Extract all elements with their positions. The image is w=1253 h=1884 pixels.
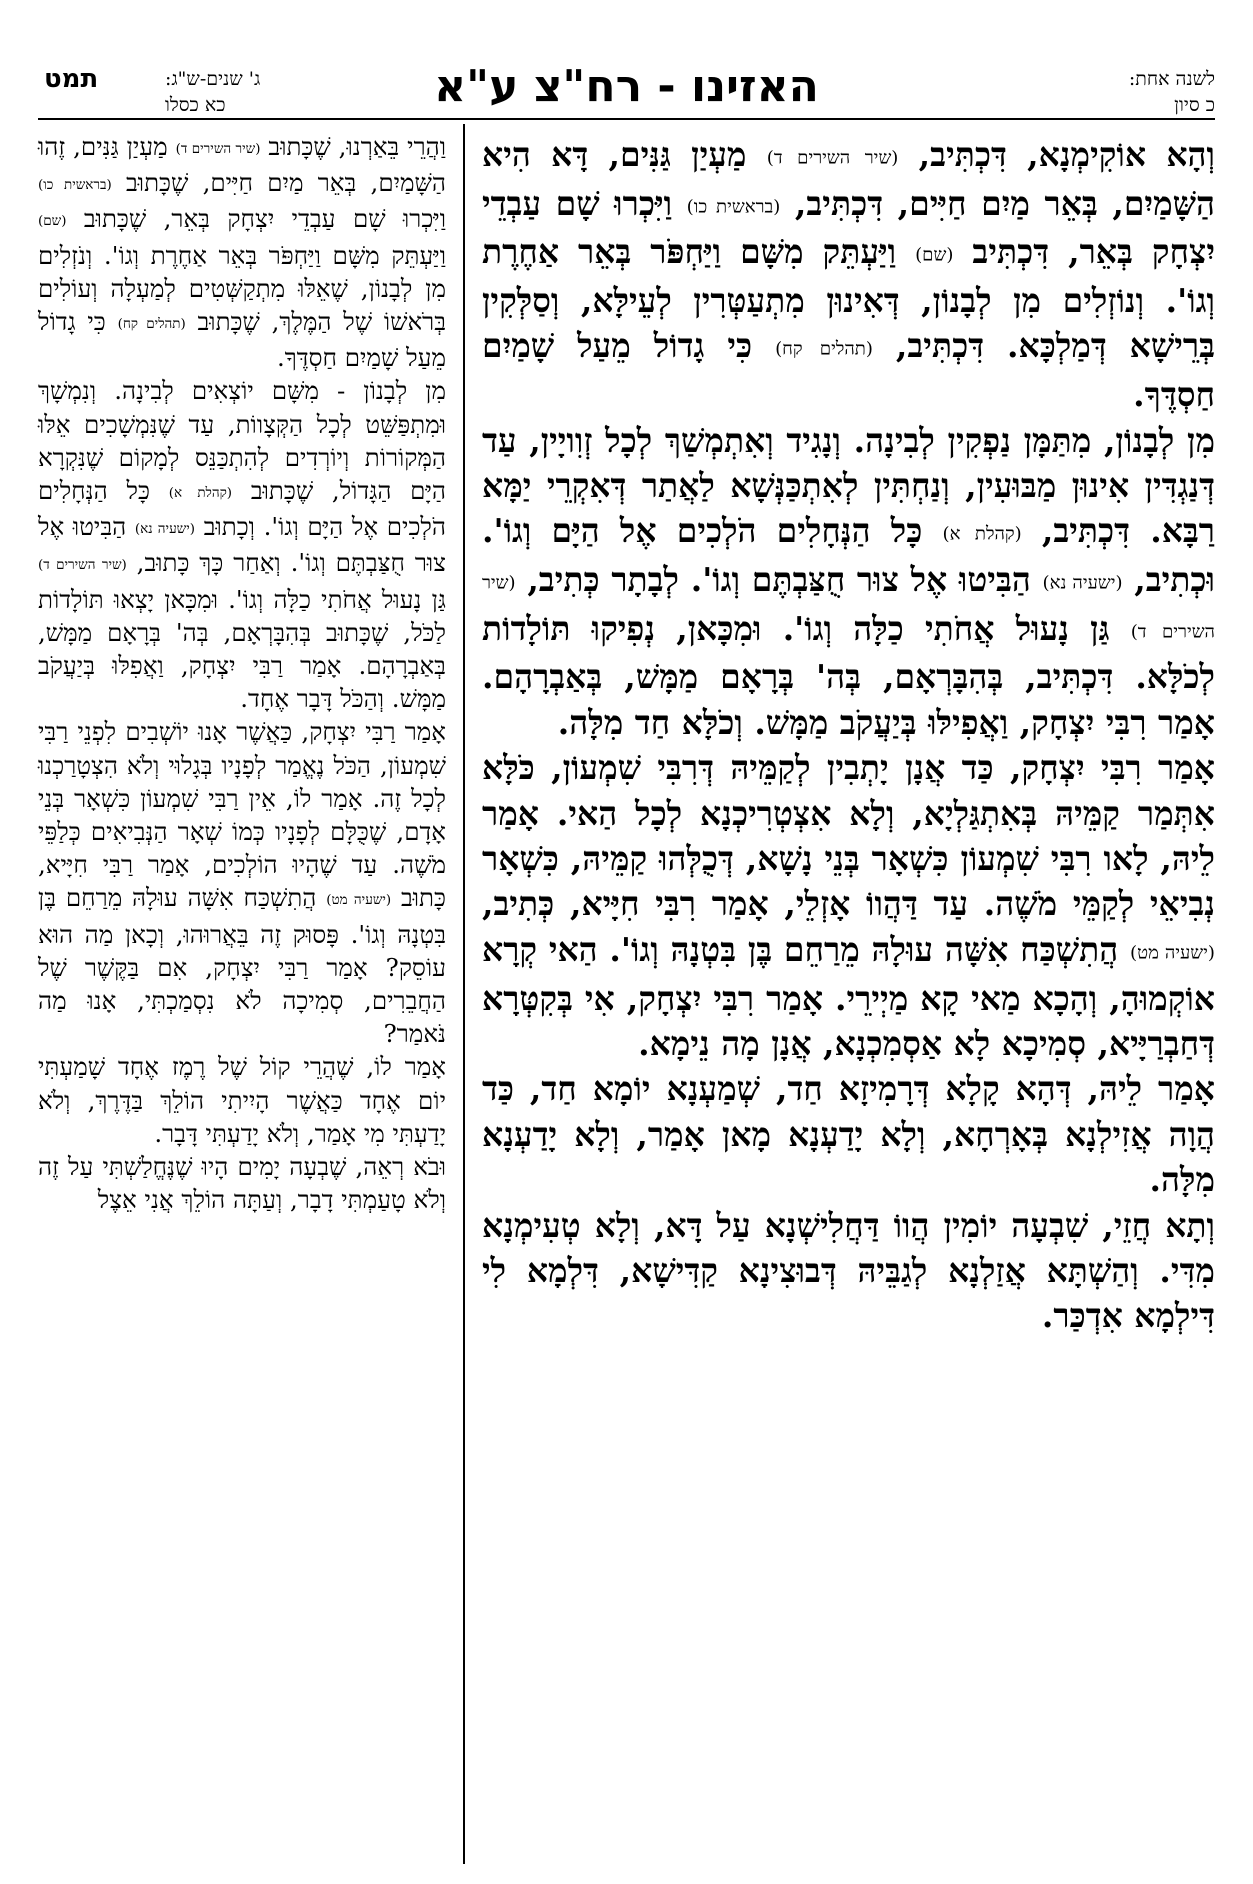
commentary-paragraph bbox=[38, 130, 446, 374]
commentary-paragraph bbox=[38, 715, 446, 1050]
source-reference: (ישעיה נא) bbox=[134, 521, 196, 538]
source-reference: (קהלת א) bbox=[168, 484, 233, 501]
main-text: גַּן נָעוּל אֲחֹתִי כַלָּה וְגוֹ'. וּמִכָּאן, נְפִיקוּ תּוֹלָדוֹת לְכֹלָּא. דִּכְתִּיב, בְּהִבָּרְאָם, בְּה' בְּרָאָם מַמָּשׁ, בְּאַבְרָהָם. אָמַר רִבִּי יִצְחָק, וַאֲפִילּוּ בְּיַעֲקֹב מַמָּשׁ. וְכֹלָּא חַד מִלָּה. bbox=[482, 608, 1215, 742]
commentary-text: מִן לְבָנוֹן - מִשָּׁם יוֹצְאִים לְבִינָה. וְנִמְשָׁךְ וּמִתְפַּשֵּׁט לְכָל הַקְּצָווֹת, עַד שֶׁנִּמְשָׁכִים אֵלּוּ הַמְּקוֹרוֹת וְיוֹרְדִים לְהִתְכַּנֵּס לְמָקוֹם שֶׁנִּקְרָא הַיָּם הַגָּדוֹל, שֶׁכָּתוּב bbox=[38, 376, 446, 505]
main-text-column bbox=[482, 132, 1215, 1339]
commentary-text: אָמַר רַבִּי יִצְחָק, כַּאֲשֶׁר אָנוּ יוֹשְׁבִים לִפְנֵי רַבִּי שִׁמְעוֹן, הַכֹּל נֶאֱמַר לְפָנָיו בְּגָלוּי וְלֹא הִצְטָרַכְנוּ לְכָל זֶה. אָמַר לוֹ, אֵין רַבִּי שִׁמְעוֹן כִּשְׁאָר בְּנֵי אָדָם, שֶׁכֻּלָּם לְפָנָיו כְּמוֹ שְׁאָר הַנְּבִיאִים כְּלַפֵּי מֹשֶׁה. עַד שֶׁהָיוּ הוֹלְכִים, אָמַר רַבִּי חִיָּיא, כָּתוּב bbox=[38, 717, 446, 913]
main-text: אָמַר רִבִּי יִצְחָק, כַּד אֲנָן יָתְבִין לְקַמֵּיהּ דְּרִבִּי שִׁמְעוֹן, כֹּלָּא אִתְּמַר קַמֵּיהּ בְּאִתְגַּלְיָא, וְלָא אִצְטְרִיכְנָא לְכָל הַאי. אָמַר לֵיהּ, לָאו רִבִּי שִׁמְעוֹן כִּשְׁאָר בְּנֵי נָשָׁא, דְּכֻלְּהוּ קַמֵּיהּ, כִּשְׁאָר נְבִיאֵי לְקַמֵּי מֹשֶׁה. עַד דַּהֲווֹ אָזְלֵי, אָמַר רִבִּי חִיָּיא, כְּתִיב, bbox=[482, 748, 1215, 924]
main-text: מִן לְבָנוֹן, מִתַּמָּן נַפְקִין לְבִינָה. וְנָגִיד וְאִתְמְשַׁךְ לְכָל זְוִויָין, עַד דְּנַגְדִּין אִינוּן מַבּוּעִין, וְנַחְתִּין לְאִתְכַּנְּשָׁא לַאֲתַר דְּאִקְרֵי יַמָּא רַבָּא. דִּכְתִּיב, bbox=[482, 420, 1216, 551]
source-reference: (בראשית כו) bbox=[686, 195, 781, 217]
commentary-text: אָמַר לוֹ, שֶׁהֲרֵי קוֹל שֶׁל רֶמֶז אֶחָד שָׁמַעְתִּי יוֹם אֶחָד כַּאֲשֶׁר הָיִיתִי הוֹלֵךְ בַּדֶּרֶךְ, וְלֹא יָדַעְתִּי מִי אָמַר, וְלֹא יָדַעְתִּי דָּבָר. bbox=[38, 1052, 446, 1148]
commentary-text: כִּי גָדוֹל מֵעַל שָׁמַיִם חַסְדֶּךָ. bbox=[38, 306, 446, 373]
source-reference: (שם) bbox=[915, 244, 954, 266]
commentary-text: וּבֹא רְאֵה, שֶׁבְעָה יָמִים הָיוּ שֶׁנֶּחֱלַשְׁתִּי עַל זֶה וְלֹא טָעַמְתִּי דָבָר, וְעַתָּה הוֹלֵךְ אֲנִי אֵצֶל bbox=[38, 1151, 446, 1215]
source-reference: (שיר השירים ד) bbox=[175, 140, 261, 157]
commentary-text: הַבִּיטוּ אֶל צוּר חֻצַּבְתֶּם וְגוֹ'. וְאַחַר כָּךְ כָּתוּב, bbox=[38, 512, 446, 578]
header-study-schedule-three-years bbox=[165, 66, 260, 118]
main-text: וְהָא אוֹקִימְנָא, דִּכְתִּיב, bbox=[918, 135, 1215, 174]
source-reference: (קהלת א) bbox=[942, 523, 1022, 545]
main-text: אָמַר לֵיהּ, דְּהָא קָלָא דְּרָמִיזָא חַד, שְׁמַעְנָא יוֹמָא חַד, כַּד הֲוָה אֲזִילְנָא בְּאָרְחָא, וְלָא יָדַעְנָא מָאן אָמַר, וְלָא יָדַעְנָא מִלָּה. bbox=[482, 1069, 1215, 1200]
commentary-paragraph bbox=[38, 374, 446, 715]
column-divider bbox=[463, 124, 465, 1864]
main-paragraph bbox=[482, 1203, 1215, 1339]
header-schedule-date: כא כסלו bbox=[165, 94, 226, 116]
header-schedule-label: לשנה אחת: bbox=[1128, 68, 1215, 90]
main-text: כִּי גָדוֹל מֵעַל שָׁמַיִם חַסְדֶּךָ. bbox=[482, 326, 1215, 415]
main-paragraph bbox=[482, 132, 1215, 418]
commentary-text: גַּן נָעוּל אֲחֹתִי כַלָּה וְגוֹ'. וּמִכָּאן יָצְאוּ תּוֹלָדוֹת לַכֹּל, שֶׁכָּתוּב בְּהִבָּרְאָם, בְּה' בְּרָאָם מַמָּשׁ, בְּאַבְרָהָם. אָמַר רַבִּי יִצְחָק, וַאֲפִלּוּ בְּיַעֲקֹב מַמָּשׁ. וְהַכֹּל דָּבָר אֶחָד. bbox=[38, 584, 446, 714]
page-title: האזינו - רח"צ ע"א bbox=[434, 61, 819, 112]
commentary-text: הֲתִשְׁכַּח אִשָּׁה עוּלָהּ מֵרַחֵם בֶּן בִּטְנָהּ וְגוֹ'. פָּסוּק זֶה בֵּאֲרוּהוּ, וְכָאן מַה הוּא עוֹסֵק? אָמַר רַבִּי יִצְחָק, אִם בַּקֶּשֶׁר שֶׁל הַחֲבֵרִים, סְמִיכָה לֹא נִסְמַכְתִּי, אָנוּ מַה נֹּאמַר? bbox=[38, 883, 446, 1049]
main-text: הַבִּיטוּ אֶל צוּר חֻצַּבְתֶּם וְגוֹ'. לְבָתָר כְּתִיב, bbox=[527, 560, 1031, 600]
main-text: כָּל הַנְּחָלִים הֹלְכִים אֶל הַיָּם וְגוֹ'. וּכְתִיב, bbox=[482, 511, 1215, 600]
page-number: תמט bbox=[44, 64, 99, 94]
commentary-paragraph bbox=[38, 1050, 446, 1150]
commentary-text: מַעְיַן גַּנִּים, זֶהוּ הַשָּׁמַיִם, בְּאֵר מַיִם חַיִּים, שֶׁכָּתוּב bbox=[38, 132, 446, 198]
header-rule bbox=[38, 118, 1215, 120]
main-paragraph bbox=[482, 418, 1215, 746]
main-text: הֲתִשְׁכַּח אִשָּׁה עוּלָהּ מֵרַחֵם בֶּן בִּטְנָהּ וְגוֹ'. הַאי קְרָא אוֹקְמוּהָ, וְהָכָא מַאי קָא מַיְירֵי. אָמַר רִבִּי יִצְחָק, אִי בְּקִטְּרָא דְּחַבְרַיָּיא, סְמִיכָא לָא אַסְמִכְנָא, אֲנָן מָה נֵימָא. bbox=[482, 929, 1215, 1063]
main-paragraph bbox=[482, 1066, 1215, 1202]
header-schedule-label: ג' שנים-ש"ג: bbox=[165, 68, 261, 90]
source-reference: (שיר השירים ד) bbox=[38, 557, 127, 574]
commentary-text: וַהֲרֵי בֵּאַרְנוּ, שֶׁכָּתוּב bbox=[268, 132, 446, 161]
commentary-text: כָּל הַנְּחָלִים הֹלְכִים אֶל הַיָּם וְגוֹ'. וְכָתוּב bbox=[38, 475, 446, 542]
commentary-text: וַיַּעְתֵּק מִשָּׁם וַיַּחְפֹּר בְּאֵר אַחֶרֶת וְגוֹ'. וְנֹזְלִים מִן לְבָנוֹן, שֶׁאֵלּוּ מִתְקַשְּׁטִים לְמַעְלָה וְעוֹלִים בְּרֹאשׁוֹ שֶׁל הַמֶּלֶךְ, שֶׁכָּתוּב bbox=[38, 240, 447, 336]
main-paragraph bbox=[482, 745, 1215, 1066]
source-reference: (שם) bbox=[38, 213, 67, 230]
main-text: וַיִּכְרוּ שָׁם עַבְדֵי יִצְחָק בְּאֵר, דִּכְתִּיב bbox=[482, 183, 1215, 272]
commentary-text: וַיִּכְרוּ שָׁם עַבְדֵי יִצְחָק בְּאֵר, שֶׁכָּתוּב bbox=[83, 204, 446, 234]
source-reference: (ישעיה מט) bbox=[1130, 942, 1215, 964]
main-text: וְתָא חֲזֵי, שִׁבְעָה יוֹמִין הֲווֹ דַּחֲלִישְׁנָא עַל דָּא, וְלָא טְעִימְנָא מִדִּי. וְהַשְׁתָּא אֲזַלְנָא לְגַבֵּיהּ דְּבוּצִינָא קַדִּישָׁא, דִּלְמָא לִי דִּילְמָא אִדְכַּר. bbox=[482, 1205, 1215, 1336]
source-reference: (תהלים קח) bbox=[117, 315, 186, 332]
header-schedule-date: כ סיון bbox=[1174, 94, 1215, 116]
commentary-paragraph bbox=[38, 1150, 446, 1216]
source-reference: (בראשית כו) bbox=[38, 177, 112, 194]
main-text: מַעְיַן גַּנִּים, דָּא הִיא הַשָּׁמַיִם, בְּאֵר מַיִם חַיִּים, דִּכְתִּיב, bbox=[482, 135, 1215, 223]
source-reference: (ישעיה נא) bbox=[1042, 572, 1123, 594]
main-text: וַיַּעְתֵּק מִשָּׁם וַיַּחְפֹּר בְּאֵר אַחֶרֶת וְגוֹ'. וְנוֹזְלִים מִן לְבָנוֹן, דְּאִינוּן מִתְעַטְּרִין לְעֵילָּא, וְסַלְּקִין בְּרֵישָׁא דְּמַלְכָּא. דִּכְתִּיב, bbox=[482, 232, 1215, 366]
source-reference: (ישעיה מט) bbox=[326, 892, 392, 909]
commentary-column bbox=[38, 130, 446, 1216]
source-reference: (שיר השירים ד) bbox=[766, 147, 899, 169]
source-reference: (תהלים קח) bbox=[775, 338, 873, 360]
source-reference: (שיר השירים ד) bbox=[482, 572, 1215, 643]
